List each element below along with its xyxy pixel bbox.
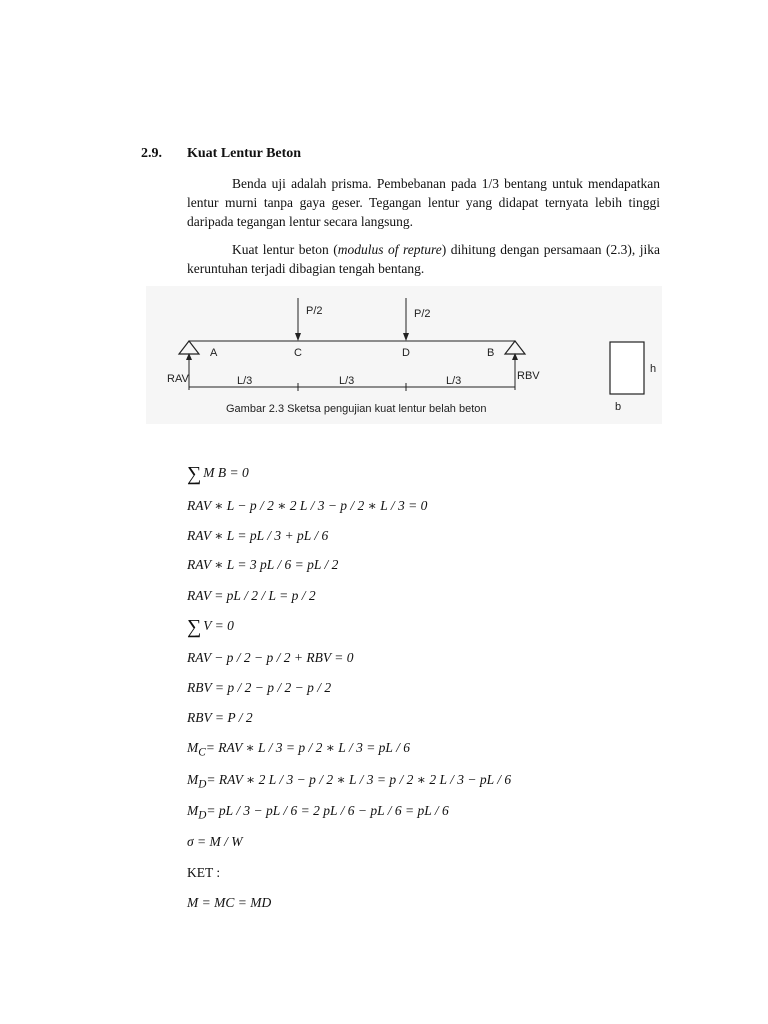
point-a-label: A xyxy=(210,347,218,359)
beam-sketch xyxy=(146,286,662,424)
equation-8: RBV = p / 2 − p / 2 − p / 2 xyxy=(187,680,332,695)
paragraph-1-text: Benda uji adalah prisma. Pembebanan pada 1/3 bentang untuk mendapatkan lentur murni tanpa gaya geser. Tegangan lentur yang didapat ternyata lebih tinggi daripada tegangan lentur secara langsung. xyxy=(187,176,660,229)
point-d-label: D xyxy=(402,347,410,359)
equation-12-subscript: D xyxy=(198,809,207,822)
reaction-right-label: RBV xyxy=(517,370,540,382)
equation-12-text: = pL / 3 − pL / 6 = 2 pL / 6 − pL / 6 = pL / 6 xyxy=(206,803,449,818)
equation-10-text: = RAV ∗ L / 3 = p / 2 ∗ L / 3 = pL / 6 xyxy=(205,740,410,755)
equation-2: RAV ∗ L − p / 2 ∗ 2 L / 3 − p / 2 ∗ L / 3 = 0 xyxy=(187,498,428,513)
beam-figure xyxy=(146,286,662,424)
paragraph-2-text-before: Kuat lentur beton ( xyxy=(232,242,338,257)
equation-12: $M_D=$ pL / 3 − pL / 6 = 2 pL / 6 − pL / 6 = pL / 6 xyxy=(187,803,449,822)
paragraph-2 xyxy=(187,240,660,278)
equation-11: $M_D=$ RAV ∗ 2 L / 3 − p / 2 ∗ L / 3 = p / 2 ∗ 2 L / 3 − pL / 6 xyxy=(187,772,512,791)
load-left-label: P/2 xyxy=(306,305,323,317)
equation-14: M = MC = MD xyxy=(187,895,272,910)
equation-sum-vertical xyxy=(187,616,234,639)
equation-11-subscript: D xyxy=(198,778,207,791)
equation-sum-moment xyxy=(187,463,249,486)
section-width-label: b xyxy=(615,401,622,413)
paragraph-2-text-after: ) dihitung dengan persamaan (2.3), jika keruntuhan terjadi dibagian tengah bentang. xyxy=(187,242,660,276)
equation-5: RAV = pL / 2 / L = p / 2 xyxy=(187,588,316,603)
equation-10-subscript: C xyxy=(198,746,206,759)
equation-3: RAV ∗ L = pL / 3 + pL / 6 xyxy=(187,528,329,543)
paragraph-2-emphasis: modulus of repture xyxy=(337,242,442,257)
load-right-label: P/2 xyxy=(414,308,431,320)
span-1-label: L/3 xyxy=(237,375,253,387)
span-3-label: L/3 xyxy=(446,375,462,387)
paragraph-1 xyxy=(187,174,660,231)
equation-13: σ = M / W xyxy=(187,834,243,849)
equation-4: RAV ∗ L = 3 pL / 6 = pL / 2 xyxy=(187,557,339,572)
section-heading xyxy=(141,146,301,162)
sigma-icon: ∑ xyxy=(187,463,202,485)
equation-10: $M_C=$ RAV ∗ L / 3 = p / 2 ∗ L / 3 = pL / 6 xyxy=(187,740,410,759)
cross-section-rect xyxy=(610,342,644,394)
figure-caption: Gambar 2.3 Sketsa pengujian kuat lentur belah beton xyxy=(226,403,487,415)
section-title: Kuat Lentur Beton xyxy=(187,146,302,161)
equation-7: RAV − p / 2 − p / 2 + RBV = 0 xyxy=(187,650,354,665)
section-height-label: h xyxy=(650,363,657,375)
equation-9: RBV = P / 2 xyxy=(187,710,253,725)
equation-11-text: = RAV ∗ 2 L / 3 − p / 2 ∗ L / 3 = p / 2 ∗ 2 L / 3 − pL / 6 xyxy=(206,772,512,787)
span-2-label: L/3 xyxy=(339,375,355,387)
sigma-icon: ∑ xyxy=(187,616,202,638)
reaction-left-label: RAV xyxy=(167,373,189,385)
point-b-label: B xyxy=(487,347,495,359)
ket-label: KET : xyxy=(187,865,221,880)
section-number: 2.9. xyxy=(141,146,162,161)
equation-6-text: V = 0 xyxy=(203,618,234,633)
equation-1-text: M B = 0 xyxy=(203,465,249,480)
point-c-label: C xyxy=(294,347,302,359)
